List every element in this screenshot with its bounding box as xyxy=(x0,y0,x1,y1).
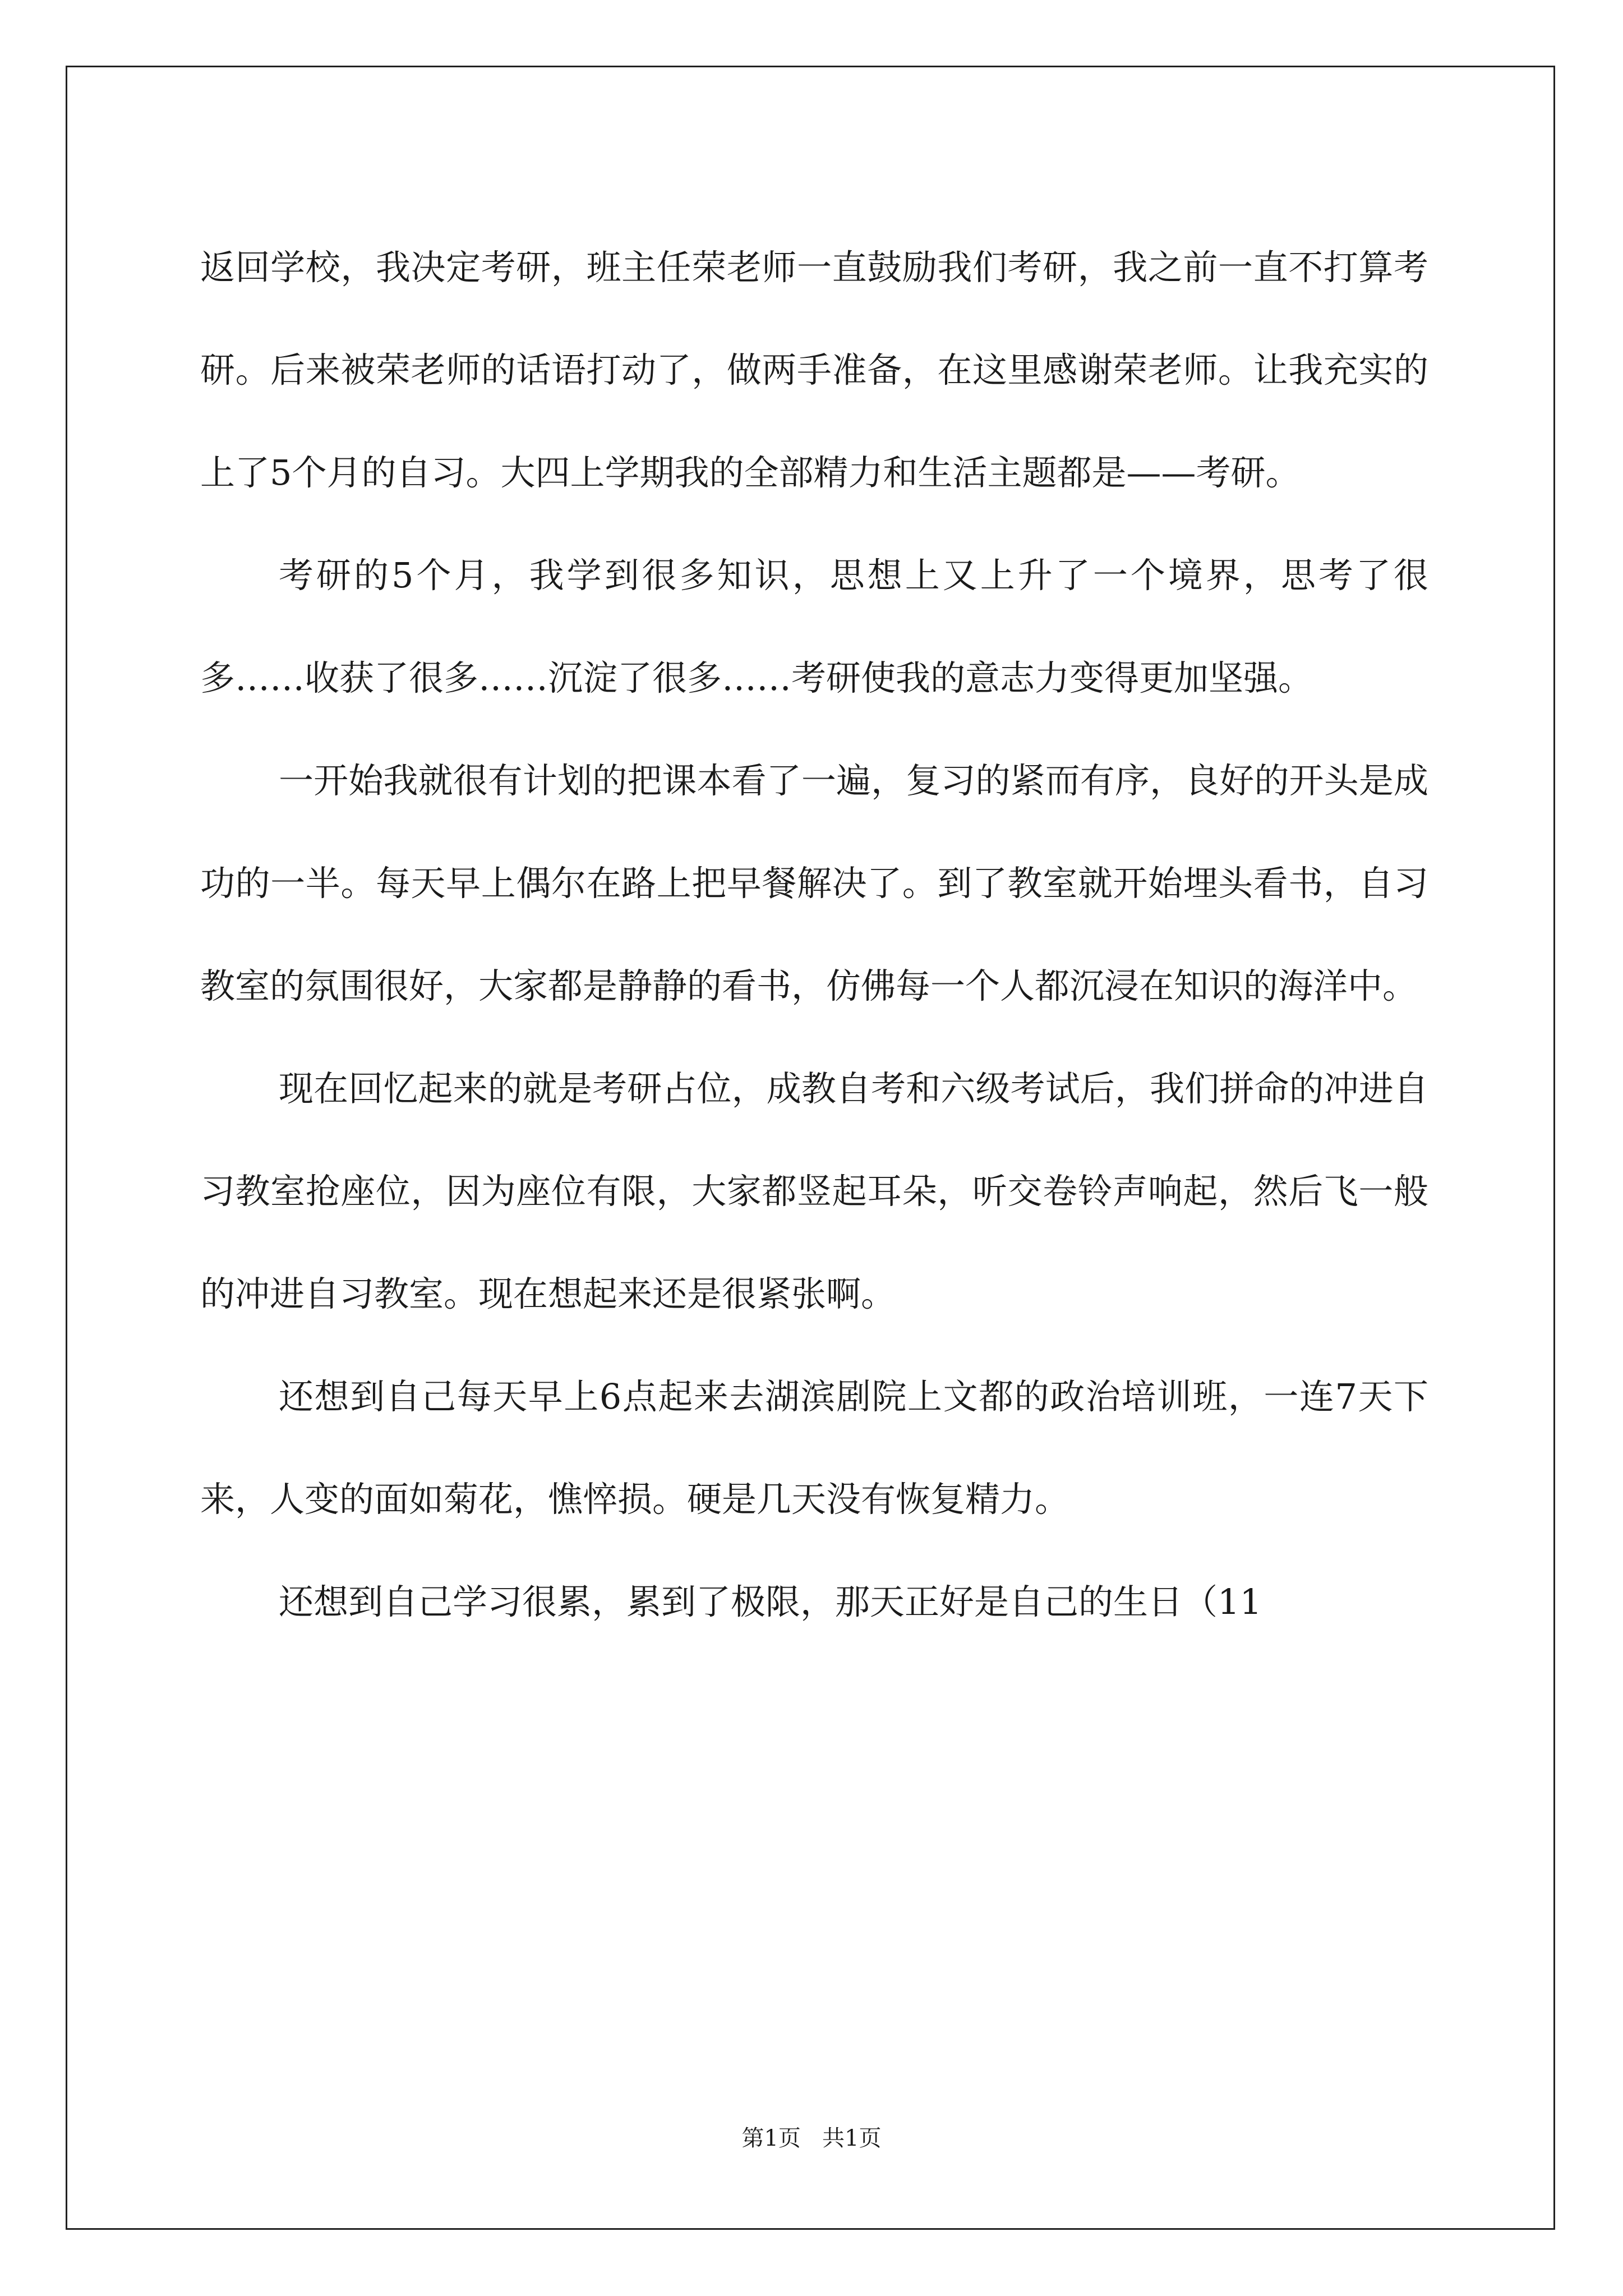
document-body xyxy=(200,216,1428,1653)
paragraph-6: 还想到自己学习很累，累到了极限，那天正好是自己的生日（11 xyxy=(279,1581,1262,1622)
paragraph-3: 一开始我就很有计划的把课本看了一遍，复习的紧而有序，良好的开头是成功的一半。每天早上偶尔在路上把早餐解决了。到了教室就开始埋头看书，自习教室的氛围很好，大家都是静静的看书，仿佛每一个人都沉浸在知识的海洋中。 xyxy=(200,760,1428,1006)
paragraph-4: 现在回忆起来的就是考研占位，成教自考和六级考试后，我们拼命的冲进自习教室抢座位，因为座位有限，大家都竖起耳朵，听交卷铃声响起，然后飞一般的冲进自习教室。现在想起来还是很紧张啊。 xyxy=(200,1068,1428,1314)
page-footer: 第1页 共1页 xyxy=(741,2125,882,2151)
paragraph-2: 考研的5个月，我学到很多知识，思想上又上升了一个境界，思考了很多……收获了很多……沉淀了很多……考研使我的意志力变得更加坚强。 xyxy=(200,555,1428,698)
paragraph-1: 返回学校，我决定考研，班主任荣老师一直鼓励我们考研，我之前一直不打算考研。后来被荣老师的话语打动了，做两手准备，在这里感谢荣老师。让我充实的上了5个月的自习。大四上学期我的全部精力和生活主题都是——考研。 xyxy=(200,247,1428,493)
paragraph-5: 还想到自己每天早上6点起来去湖滨剧院上文都的政治培训班，一连7天下来，人变的面如菊花，憔悴损。硬是几天没有恢复精力。 xyxy=(200,1376,1428,1520)
